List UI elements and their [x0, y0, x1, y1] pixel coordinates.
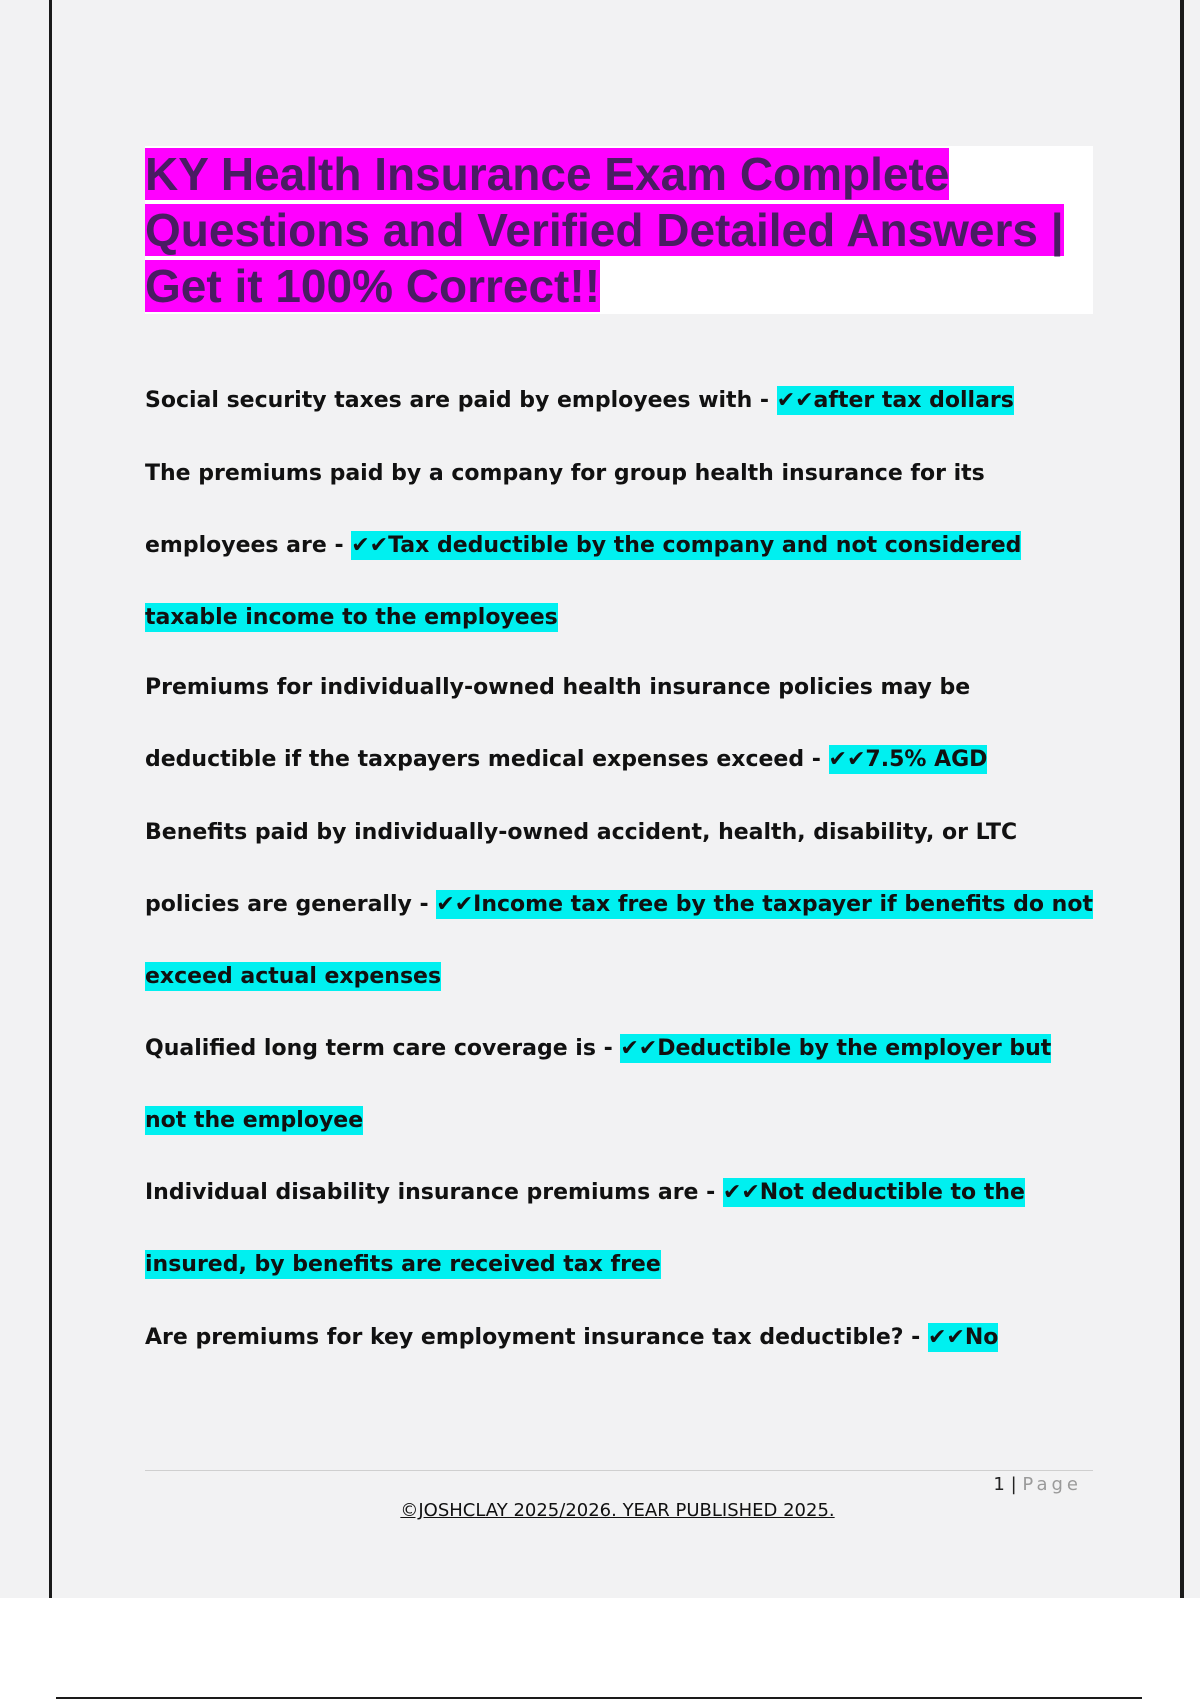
qa-item-3	[145, 652, 1095, 796]
page-number-value: 1	[993, 1474, 1005, 1495]
question-text: Individual disability insurance premiums are -	[145, 1180, 723, 1205]
answer-text: ✔✔No	[927, 1325, 999, 1350]
question-text: Premiums for individually-owned health insurance policies may be deductible if the taxpayers medical expenses exceed -	[145, 675, 971, 772]
title-block	[145, 146, 1093, 314]
title-highlight: KY Health Insurance Exam Complete Questions and Verified Detailed Answers | Get it 100% Correct!!	[145, 148, 1064, 312]
copyright-notice: ©JOSHCLAY 2025/2026. YEAR PUBLISHED 2025.	[400, 1500, 835, 1521]
qa-item-4	[145, 797, 1095, 1013]
left-margin	[0, 0, 49, 1598]
page-number-separator: |	[1010, 1474, 1017, 1495]
question-text: Social security taxes are paid by employees with -	[145, 388, 777, 413]
qa-item-7	[145, 1302, 1095, 1374]
qa-item-1	[145, 365, 1095, 437]
qa-item-6	[145, 1157, 1095, 1301]
question-text: Are premiums for key employment insurance tax deductible? -	[145, 1325, 928, 1350]
question-text: Benefits paid by individually-owned accident, health, disability, or LTC policies are generally -	[145, 820, 1018, 917]
page-number	[993, 1474, 1082, 1495]
footer-divider	[145, 1470, 1093, 1471]
qa-item-5	[145, 1013, 1095, 1157]
answer-text: ✔✔Not deductible to the insured, by benefits are received tax free	[145, 1180, 1025, 1277]
answer-text: ✔✔after tax dollars	[776, 388, 1014, 413]
question-text: The premiums paid by a company for group health insurance for its employees are -	[145, 461, 985, 558]
answer-text: ✔✔Deductible by the employer but not the employee	[145, 1036, 1052, 1133]
document-title	[145, 146, 1093, 314]
right-margin	[1184, 0, 1200, 1598]
qa-item-2	[145, 438, 1095, 654]
bottom-rule	[56, 1697, 1142, 1699]
answer-text: ✔✔Tax deductible by the company and not considered taxable income to the employees	[145, 533, 1022, 630]
question-text: Qualified long term care coverage is -	[145, 1036, 621, 1061]
answer-text: ✔✔7.5% AGD	[828, 747, 988, 772]
page-label: Page	[1022, 1474, 1082, 1495]
answer-text: ✔✔Income tax free by the taxpayer if benefits do not exceed actual expenses	[145, 892, 1093, 989]
